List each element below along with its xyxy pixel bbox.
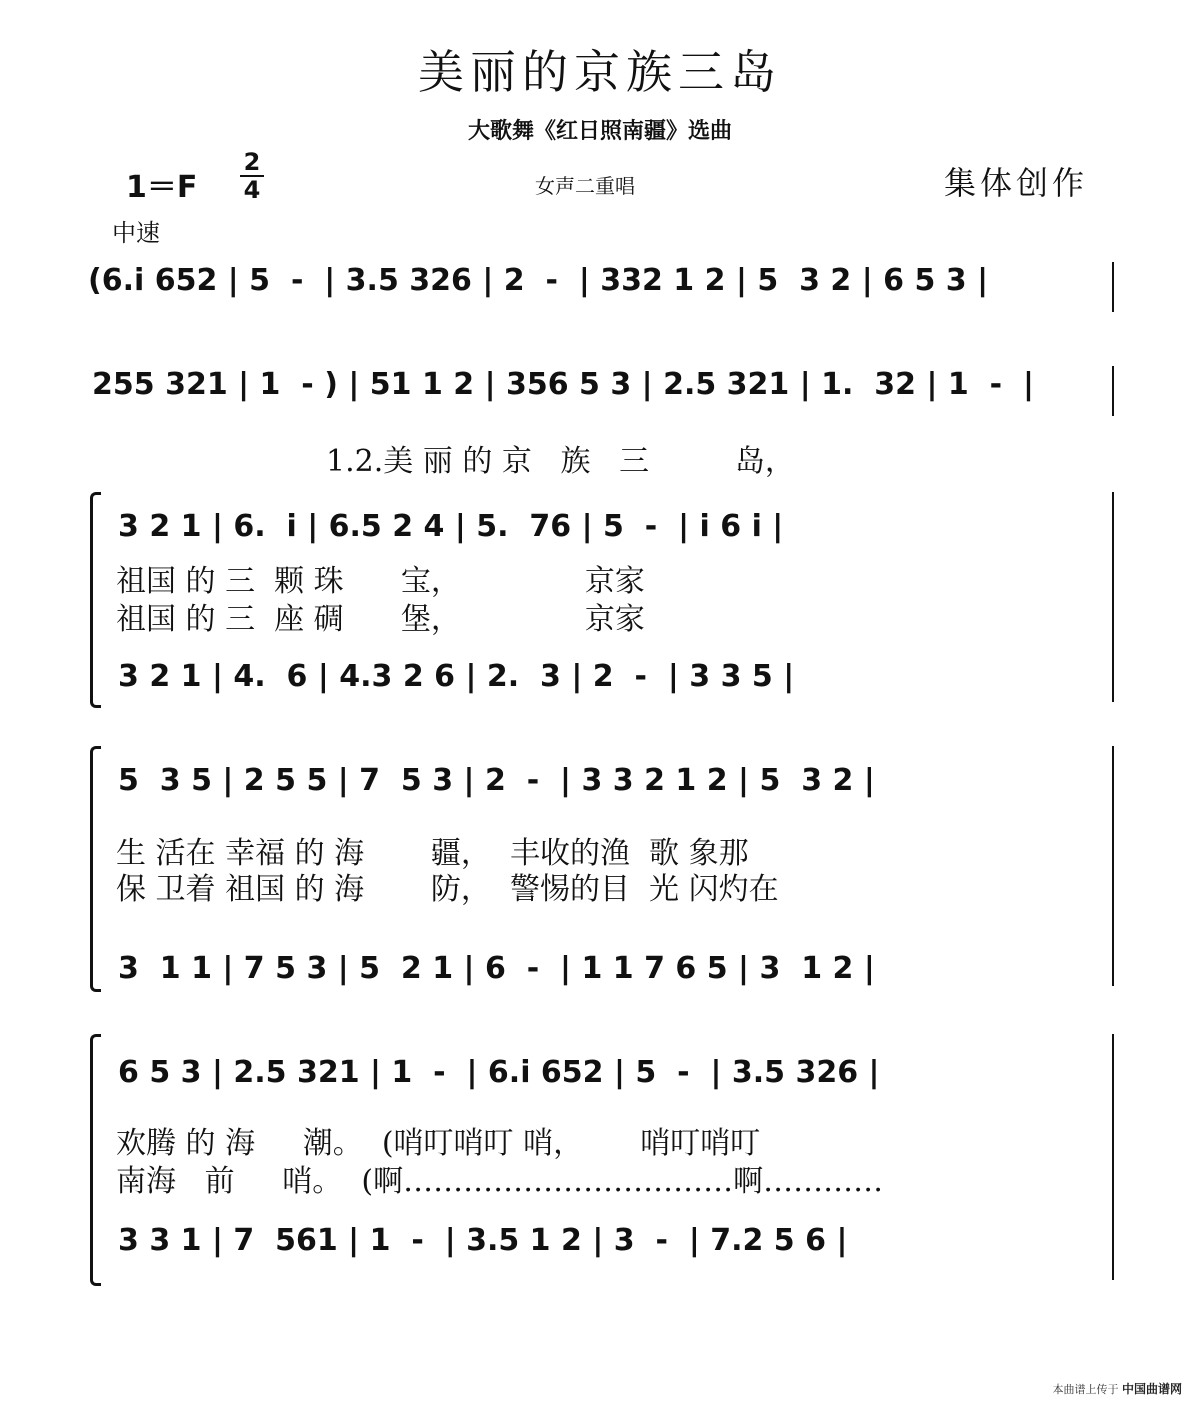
- subtitle: 大歌舞《红日照南疆》选曲: [467, 119, 732, 144]
- performance-form: 女声二重唱: [535, 174, 635, 198]
- footer-credit: [1052, 1380, 1182, 1397]
- system-4-lyric-1: 生 活在 幸福 的 海 疆， 丰收的渔 歌 象那: [116, 836, 749, 871]
- system-2-lyric: 1.2.美 丽 的 京 族 三 岛，: [326, 444, 795, 479]
- system-5-upper: 6 5 3 | 2.5 321 | 1 - | 6.i 652 | 5 - | 3.5 326 |: [118, 1055, 880, 1090]
- system-5-lyric-2: 南海 前 哨。 (啊……………………………啊…………: [116, 1164, 884, 1199]
- system-4-lower: 3 1 1 | 7 5 3 | 5 2 1 | 6 - | 1 1 7 6 5 | 3 1 2 |: [118, 951, 875, 986]
- system-1-notes: (6.i 652 | 5 - | 3.5 326 | 2 - | 332 1 2 | 5 3 2 | 6 5 3 |: [88, 263, 989, 298]
- time-signature: [240, 150, 264, 202]
- system-3-lower: 3 2 1 | 4. 6 | 4.3 2 6 | 2. 3 | 2 - | 3 3 5 |: [118, 659, 795, 694]
- tempo-marking: 中速: [112, 219, 160, 247]
- system-3-upper: 3 2 1 | 6. i | 6.5 2 4 | 5. 76 | 5 - | i 6 i |: [118, 509, 784, 544]
- system-4-upper: 5 3 5 | 2 5 5 | 7 5 3 | 2 - | 3 3 2 1 2 | 5 3 2 |: [118, 763, 875, 798]
- system-5-lower: 3 3 1 | 7 561 | 1 - | 3.5 1 2 | 3 - | 7.2 5 6 |: [118, 1223, 848, 1258]
- system-3-lyric-2: 祖国 的 三 座 碉 堡， 京家: [116, 602, 645, 637]
- system-4-lyric-2: 保 卫着 祖国 的 海 防， 警惕的目 光 闪灼在: [116, 872, 779, 907]
- footer-site: 中国曲谱网: [1121, 1382, 1182, 1396]
- time-signature-bottom: 4: [243, 176, 261, 204]
- footer-prefix: 本曲谱上传于: [1052, 1383, 1119, 1396]
- key-signature: 1＝F: [126, 170, 198, 205]
- time-signature-top: 2: [243, 148, 261, 176]
- system-5-lyric-1: 欢腾 的 海 潮。 (哨叮哨叮 哨， 哨叮哨叮: [116, 1126, 761, 1161]
- system-2-notes: 255 321 | 1 - ) | 51 1 2 | 356 5 3 | 2.5 321 | 1. 32 | 1 - |: [92, 367, 1034, 402]
- page-title: 美丽的京族三岛: [418, 45, 782, 99]
- composer: 集体创作: [944, 164, 1089, 202]
- system-3-lyric-1: 祖国 的 三 颗 珠 宝， 京家: [116, 564, 645, 599]
